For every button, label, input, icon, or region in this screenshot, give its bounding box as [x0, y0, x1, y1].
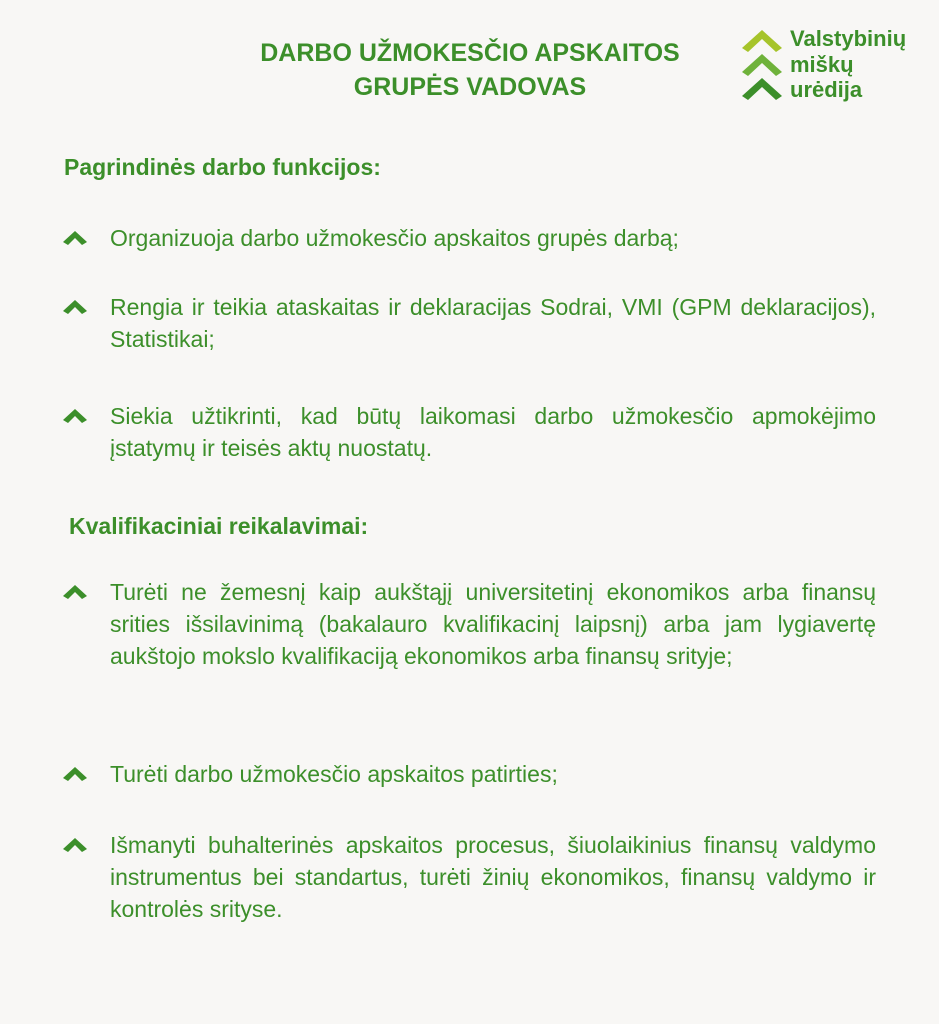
list-item [62, 222, 876, 254]
requirement-item-3: Išmanyti buhalterinės apskaitos procesus, šiuolaikinius finansų valdymo instrumentus bei standartus, turėti žinių ekonomikos, finansų valdymo ir kontrolės srityse. [110, 832, 876, 922]
requirement-item-2: Turėti darbo užmokesčio apskaitos patirties; [110, 761, 558, 787]
function-item-3: Siekia užtikrinti, kad būtų laikomasi darbo užmokesčio apmokėjimo įstatymų ir teisės aktų nuostatų. [110, 403, 876, 461]
logo-line-3: urėdija [790, 77, 863, 102]
tree-bullet-icon [62, 230, 88, 246]
logo-wordmark [790, 26, 906, 103]
title-line-2: GRUPĖS VADOVAS [353, 73, 587, 101]
list-item [62, 758, 876, 790]
list-item [62, 829, 876, 925]
logo-line-2: miškų [790, 51, 854, 77]
function-item-2: Rengia ir teikia ataskaitas ir deklaracijas Sodrai, VMI (GPM deklaracijos), Statistikai; [110, 294, 876, 352]
list-item [62, 291, 876, 355]
logo-line-1: Valstybinių [790, 26, 907, 51]
tree-bullet-icon [62, 299, 88, 315]
requirement-item-1: Turėti ne žemesnį kaip aukštąjį universitetinį ekonomikos arba finansų srities išsilavinimą (bakalauro kvalifikacinį laipsnį) arba jam lygiavertę aukštojo mokslo kvalifikaciją ekonomikos arba finansų srityje; [110, 579, 876, 669]
requirements-heading: Kvalifikaciniai reikalavimai: [69, 513, 369, 539]
tree-bullet-icon [62, 584, 88, 600]
list-item [62, 576, 876, 672]
tree-bullet-icon [62, 408, 88, 424]
tree-icon [740, 28, 784, 106]
organization-logo [740, 26, 930, 110]
title-line-1: DARBO UŽMOKESČIO APSKAITOS [260, 39, 680, 67]
function-item-1: Organizuoja darbo užmokesčio apskaitos grupės darbą; [110, 225, 679, 251]
page-title [200, 36, 740, 104]
tree-bullet-icon [62, 837, 88, 853]
list-item [62, 400, 876, 464]
tree-bullet-icon [62, 766, 88, 782]
functions-heading: Pagrindinės darbo funkcijos: [64, 154, 381, 180]
